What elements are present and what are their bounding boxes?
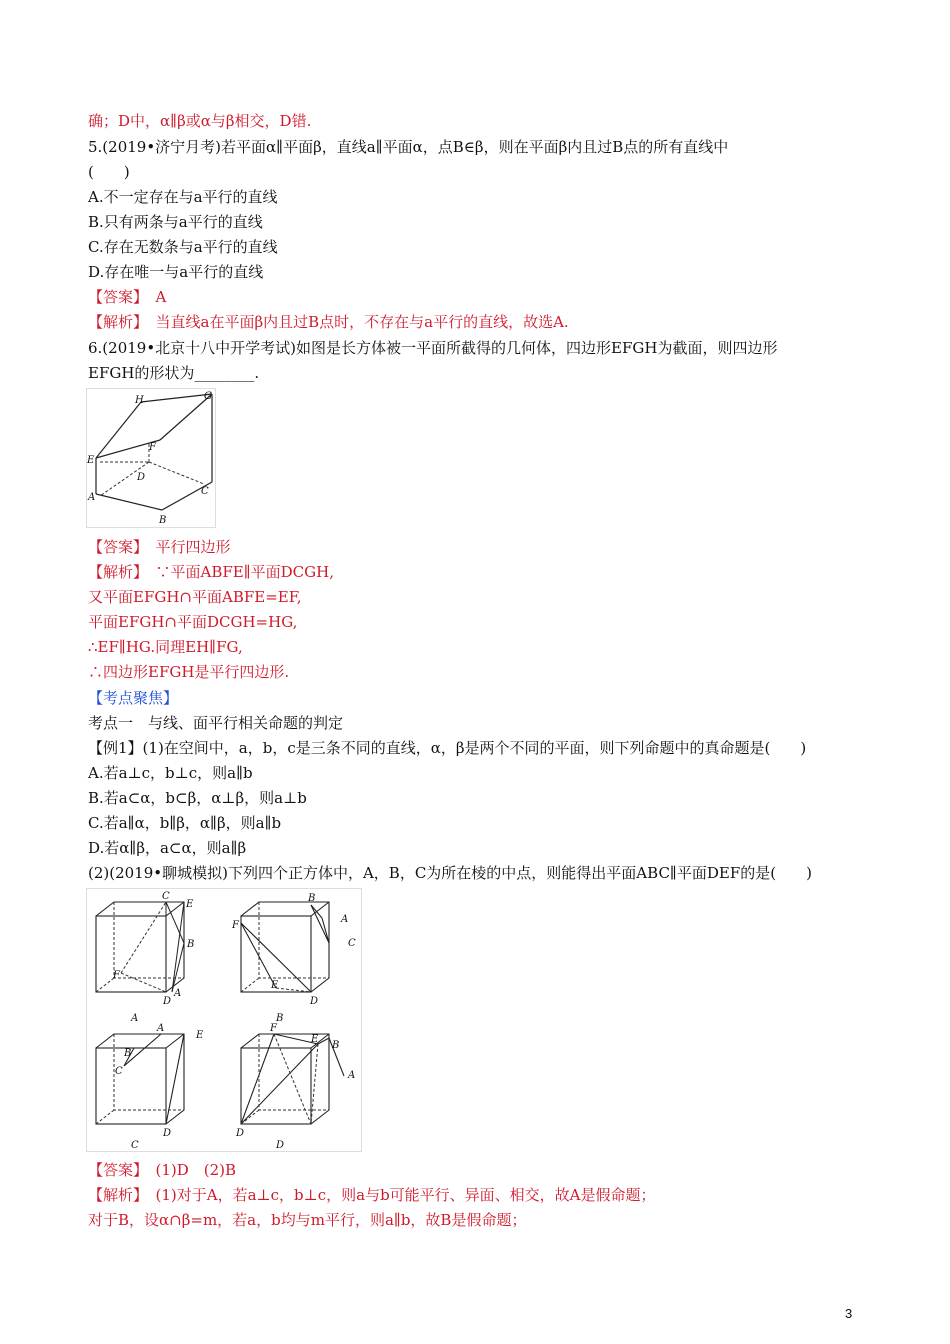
figure-label: E: [271, 980, 279, 991]
figure-label: D: [236, 1128, 245, 1139]
analysis-line: 又平面EFGH∩平面ABFE=EF,: [88, 588, 302, 606]
analysis-line: 【解析】 (1)对于A，若a⊥c，b⊥c，则a与b可能平行、异面、相交，故A是假命题；: [88, 1186, 656, 1204]
option-a: A.若a⊥c，b⊥c，则a∥b: [88, 764, 253, 782]
figure-label: E: [196, 1030, 204, 1041]
figure-caption: B: [276, 1013, 284, 1024]
figure-label: A: [348, 1070, 356, 1081]
text-line: 确；D中，α∥β或α与β相交，D错.: [88, 112, 312, 130]
figure-label: D: [163, 996, 172, 1007]
figure-four-cubes: [86, 888, 362, 1156]
figure-label: H: [135, 395, 144, 406]
option-c: C.存在无数条与a平行的直线: [88, 238, 278, 256]
example-1: 【例1】(1)在空间中，a，b，c是三条不同的直线，α，β是两个不同的平面，则下列命题中的真命题是( ): [88, 739, 807, 757]
section-heading: 【考点聚焦】: [88, 689, 179, 707]
figure-label: E: [186, 899, 194, 910]
figure-label: A: [174, 988, 182, 999]
figure-label: F: [149, 442, 156, 453]
figure-label: C: [201, 486, 209, 497]
page-number: 3: [845, 1306, 853, 1321]
analysis-line: ∴EF∥HG.同理EH∥FG,: [88, 638, 243, 656]
figure-label: F: [270, 1023, 277, 1034]
option-a: A.不一定存在与a平行的直线: [88, 188, 278, 206]
figure-label: A: [157, 1023, 165, 1034]
figure-label: E: [87, 455, 95, 466]
option-b: B.若a⊂α，b⊂β，α⊥β，则a⊥b: [88, 789, 307, 807]
question-6: 6.(2019•北京十八中开学考试)如图是长方体被一平面所截得的几何体，四边形EFGH为截面，则四边形: [88, 339, 778, 357]
figure-label: D: [163, 1128, 172, 1139]
figure-label: D: [137, 472, 146, 483]
figure-label: G: [204, 391, 212, 402]
figure-label: B: [308, 893, 316, 904]
analysis-line: 【解析】 当直线a在平面β内且过B点时，不存在与a平行的直线，故选A.: [88, 313, 569, 331]
analysis-line: 平面EFGH∩平面DCGH=HG,: [88, 613, 298, 631]
figure-label: B: [159, 515, 167, 526]
topic-title: 考点一 与线、面平行相关命题的判定: [88, 714, 344, 732]
figure-label: C: [162, 891, 170, 902]
answer-line: 【答案】 平行四边形: [88, 538, 231, 556]
figure-label: C: [115, 1066, 123, 1077]
figure-label: A: [341, 914, 349, 925]
figure-label: F: [232, 920, 239, 931]
option-c: C.若a∥α，b∥β，α∥β，则a∥b: [88, 814, 282, 832]
figure-label: D: [310, 996, 319, 1007]
figure-truncated-prism: [86, 388, 216, 532]
figure-label: B: [124, 1048, 132, 1059]
option-b: B.只有两条与a平行的直线: [88, 213, 263, 231]
question-5: 5.(2019•济宁月考)若平面α∥平面β，直线a∥平面α，点B∈β，则在平面β内且过B点的所有直线中: [88, 138, 729, 156]
analysis-line: 对于B，设α∩β=m，若a，b均与m平行，则a∥b，故B是假命题；: [88, 1211, 527, 1229]
figure-label: E: [311, 1034, 319, 1045]
figure-label: C: [348, 938, 356, 949]
answer-line: 【答案】 (1)D (2)B: [88, 1161, 237, 1179]
example-1-part-2: (2)(2019•聊城模拟)下列四个正方体中，A，B，C为所在棱的中点，则能得出平面ABC∥平面DEF的是( ): [88, 864, 812, 882]
option-d: D.若α∥β，a⊂α，则a∥β: [88, 839, 247, 857]
option-d: D.存在唯一与a平行的直线: [88, 263, 264, 281]
figure-label: B: [187, 939, 195, 950]
question-6-cont: EFGH的形状为________.: [88, 364, 260, 382]
figure-label: F: [113, 970, 120, 981]
figure-label: B: [332, 1040, 340, 1051]
answer-blank: ( ): [88, 163, 130, 181]
analysis-line: 【解析】 ∵平面ABFE∥平面DCGH,: [88, 563, 334, 581]
figure-caption: D: [276, 1140, 285, 1151]
figure-caption: A: [131, 1013, 139, 1024]
figure-label: A: [88, 492, 96, 503]
figure-caption: C: [131, 1140, 139, 1151]
analysis-line: ∴四边形EFGH是平行四边形.: [88, 663, 290, 681]
answer-line: 【答案】 A: [88, 288, 167, 306]
